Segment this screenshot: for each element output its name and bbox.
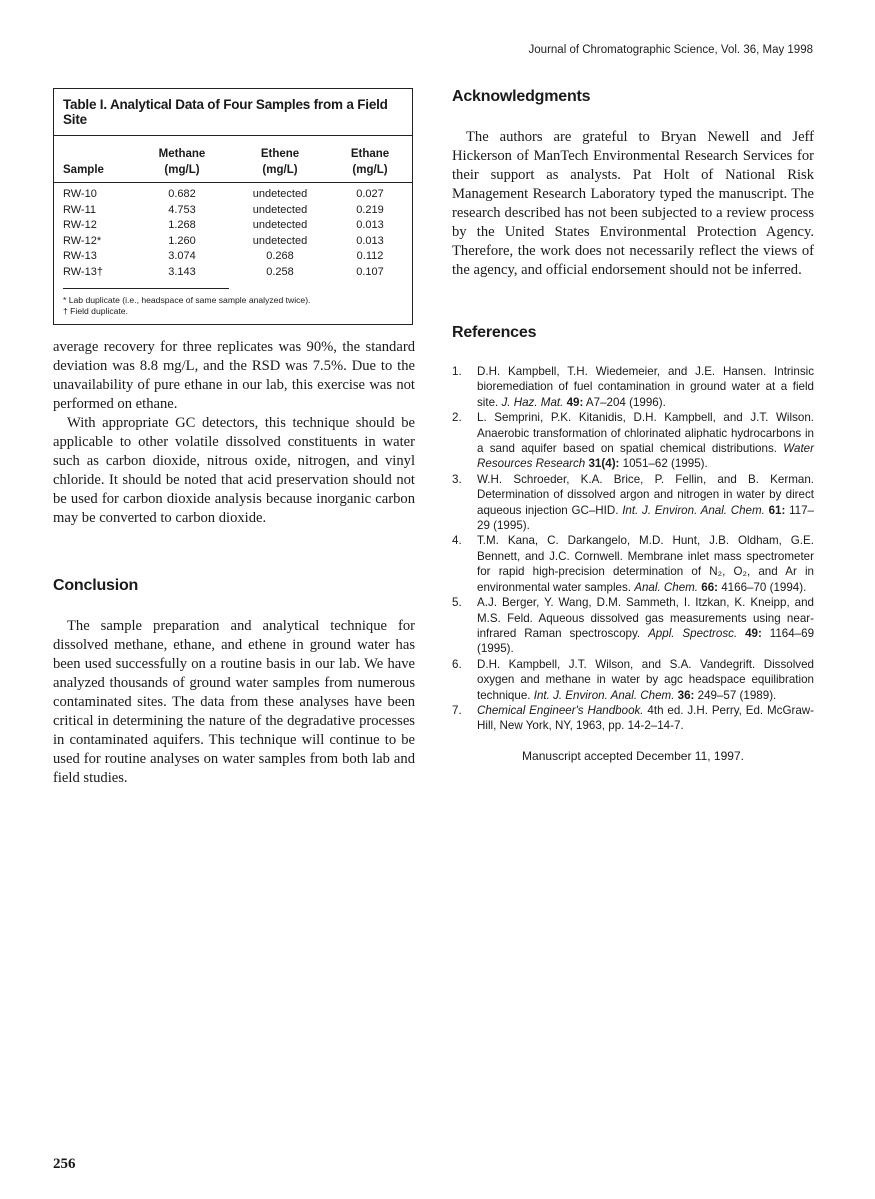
table-header-row bbox=[54, 136, 412, 183]
left-column bbox=[53, 88, 415, 788]
acknowledgments-heading: Acknowledgments bbox=[452, 88, 591, 105]
header-ethene: Ethene (mg/L) bbox=[260, 148, 300, 176]
table-row: RW-13† 3.143 0.258 0.107 bbox=[63, 265, 384, 278]
table-footnote: * Lab duplicate (i.e., headspace of same sample analyzed twice). bbox=[63, 294, 311, 305]
paragraph: average recovery for three replicates was 90%, the standard deviation was 8.8 mg/L, and the RSD was 7.5%. Due to the unavailability of pure ethane in our lab, this exercise was not performed on ethane. bbox=[53, 338, 415, 412]
table-row: RW-13 3.074 0.268 0.112 bbox=[63, 250, 384, 263]
right-column bbox=[452, 88, 814, 763]
reference-item: 5. A.J. Berger, Y. Wang, D.M. Sammeth, I. Itzkan, K. Kneipp, and M.S. Feld. Aqueous dissolved gas measurements using near-infrared Raman spectroscopy. Appl. Spectrosc. 49: 1164–69 (1995). bbox=[452, 596, 815, 656]
conclusion-heading: Conclusion bbox=[53, 576, 139, 594]
references-heading: References bbox=[452, 324, 537, 341]
reference-item: 1. D.H. Kampbell, T.H. Wiedemeier, and J.E. Hansen. Intrinsic bioremediation of fuel contamination in ground water at a field site. J. Haz. Mat. 49: A7–204 (1996). bbox=[452, 365, 814, 409]
table-row: RW-11 4.753 undetected 0.219 bbox=[63, 203, 384, 216]
table-row: RW-12 1.268 undetected 0.013 bbox=[63, 219, 384, 232]
header-methane: Methane (mg/L) bbox=[158, 148, 206, 176]
reference-item: 4. T.M. Kana, C. Darkangelo, M.D. Hunt, J.B. Oldham, G.E. Bennett, and J.C. Cornwell. Membrane inlet mass spectrometer for rapid high-precision determination of N₂, O₂, and Ar in environmental water samples. Anal. Chem. 66: 4166–70 (1994). bbox=[452, 534, 814, 594]
table-footnotes bbox=[63, 288, 311, 324]
reference-item: 6. D.H. Kampbell, J.T. Wilson, and S.A. Vandegrift. Dissolved oxygen and methane in water by agc headspace equilibration technique. Int. J. Environ. Anal. Chem. 36: 249–57 (1989). bbox=[452, 657, 814, 702]
reference-item: 7. Chemical Engineer's Handbook. 4th ed. J.H. Perry, Ed. McGraw-Hill, New York, NY, 1963, pp. 14-2–14-7. bbox=[452, 703, 815, 733]
reference-list bbox=[452, 364, 814, 734]
table-1 bbox=[53, 88, 413, 325]
reference-item: 2. L. Semprini, P.K. Kitanidis, D.H. Kampbell, and J.T. Wilson. Anaerobic transformation of chlorinated aliphatic hydrocarbons in a sand aquifer based on spatial chemical distributions. Water Resources Research 31(4): 1051–62 (1995). bbox=[452, 411, 814, 471]
manuscript-accepted: Manuscript accepted December 11, 1997. bbox=[522, 748, 744, 763]
running-head: Journal of Chromatographic Science, Vol. 36, May 1998 bbox=[528, 44, 813, 56]
header-ethane: Ethane (mg/L) bbox=[350, 148, 390, 176]
conclusion-paragraph: The sample preparation and analytical technique for dissolved methane, ethane, and ethene in ground water has been used successfully on a routine basis in our lab. We have analyzed thousands of ground water samples from numerous contaminated sites. The data from these analyses have been critical in determining the nature of the degradative processes in contaminated aquifers. This technique will continue to be used for routine analyses on water samples from both lab and field studies. bbox=[53, 617, 415, 786]
table-row: RW-12* 1.260 undetected 0.013 bbox=[63, 234, 384, 247]
table-row: RW-10 0.682 undetected 0.027 bbox=[63, 188, 384, 200]
header-sample: Sample bbox=[63, 164, 104, 176]
reference-item: 3. W.H. Schroeder, K.A. Brice, P. Fellin, and B. Kerman. Determination of dissolved argon and nitrogen in water by direct aqueous injection GC–HID. Int. J. Environ. Anal. Chem. 61: 117–29 (1995). bbox=[452, 472, 815, 533]
table-footnote: † Field duplicate. bbox=[63, 305, 128, 316]
acknowledgments-paragraph: The authors are grateful to Bryan Newell and Jeff Hickerson of ManTech Environmental Research Services for their support as analysts. Pat Holt of National Risk Management Research Laboratory typed the manuscript. The research described has not been subjected to a review process by the United States Environmental Protection Agency. Therefore, the work does not necessarily reflect the views of the agency, and official endorsement should not be inferred. bbox=[452, 129, 814, 278]
table-body bbox=[54, 183, 412, 283]
table-title: Table I. Analytical Data of Four Samples from a Field Site bbox=[54, 89, 412, 136]
paragraph: With appropriate GC detectors, this technique should be applicable to other volatile dissolved constituents in water such as carbon dioxide, nitrous oxide, nitrogen, and vinyl chloride. It should be noted that acid preservation should not be used for carbon dioxide analysis because inorganic carbon may be converted to carbon dioxide. bbox=[53, 414, 415, 526]
page-number: 256 bbox=[53, 1156, 76, 1172]
